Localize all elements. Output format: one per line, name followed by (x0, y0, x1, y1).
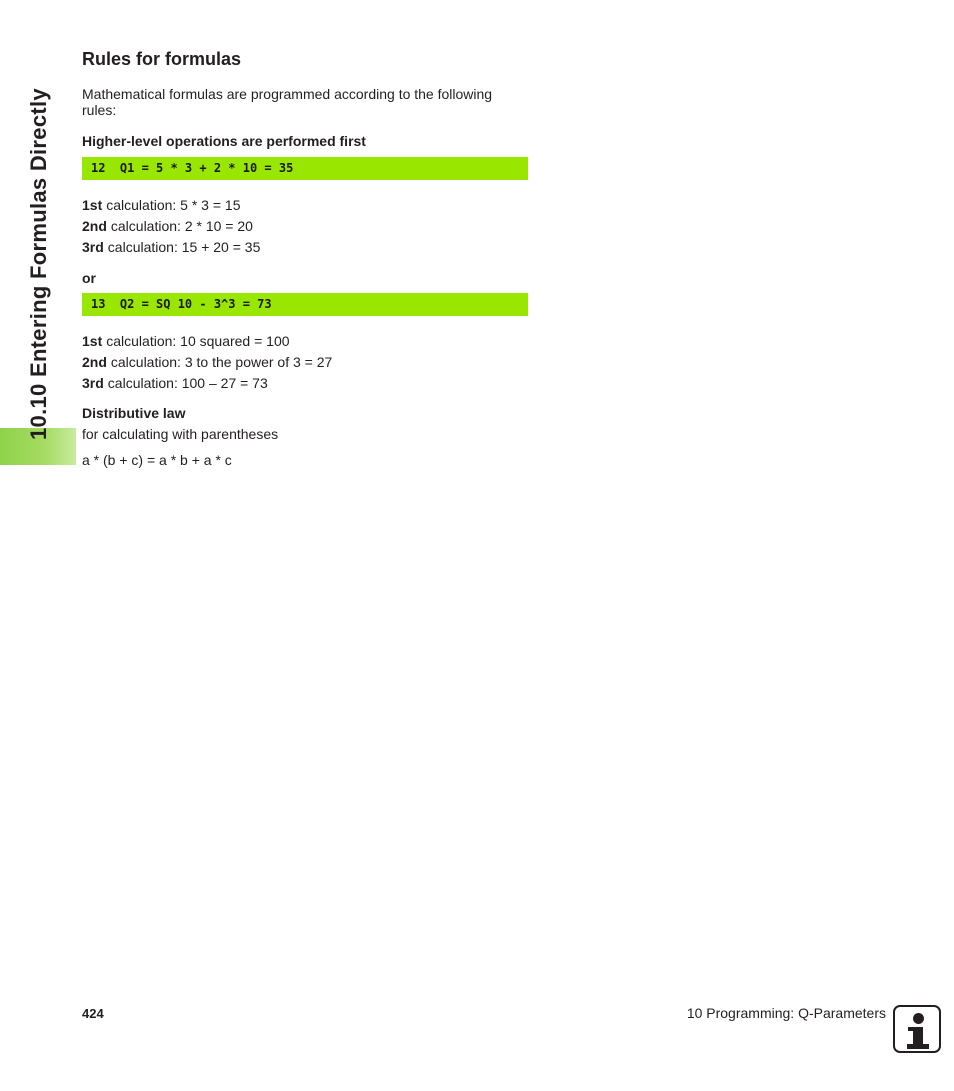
step-text: calculation: 15 + 20 = 35 (107, 239, 261, 255)
step-text: calculation: 3 to the power of 3 = 27 (110, 354, 333, 370)
code-line-13: 13 Q2 = SQ 10 - 3^3 = 73 (82, 293, 528, 316)
distributive-formula: a * (b + c) = a * b + a * c (82, 452, 232, 468)
section-heading: Rules for formulas (82, 49, 242, 69)
info-icon (893, 1005, 941, 1053)
step-ordinal: 3rd (82, 375, 104, 391)
step-ordinal: 3rd (82, 239, 104, 255)
rule2-step-3 (82, 375, 268, 391)
page-number: 424 (82, 1006, 104, 1021)
step-ordinal: 2nd (82, 218, 107, 234)
step-text: calculation: 10 squared = 100 (106, 333, 290, 349)
step-text: calculation: 100 – 27 = 73 (107, 375, 268, 391)
code-line-12: 12 Q1 = 5 * 3 + 2 * 10 = 35 (82, 157, 528, 180)
or-separator: or (82, 270, 96, 286)
rule1-step-1 (82, 197, 241, 213)
distributive-heading: Distributive law (82, 405, 186, 421)
chapter-title: 10 Programming: Q-Parameters (686, 1005, 886, 1021)
step-text: calculation: 5 * 3 = 15 (106, 197, 241, 213)
rule1-heading: Higher-level operations are performed first (82, 133, 366, 149)
step-text: calculation: 2 * 10 = 20 (110, 218, 253, 234)
info-icon-dot (913, 1013, 924, 1024)
rule1-step-3 (82, 239, 260, 255)
intro-paragraph: Mathematical formulas are programmed according to the following rules: (82, 86, 493, 118)
rule2-step-2 (82, 354, 332, 370)
distributive-description: for calculating with parentheses (82, 426, 279, 442)
rule1-step-2 (82, 218, 253, 234)
step-ordinal: 1st (82, 333, 103, 349)
rule2-step-1 (82, 333, 290, 349)
running-section-title: 10.10 Entering Formulas Directly (26, 88, 51, 440)
step-ordinal: 1st (82, 197, 103, 213)
step-ordinal: 2nd (82, 354, 107, 370)
info-icon-base (907, 1044, 929, 1049)
